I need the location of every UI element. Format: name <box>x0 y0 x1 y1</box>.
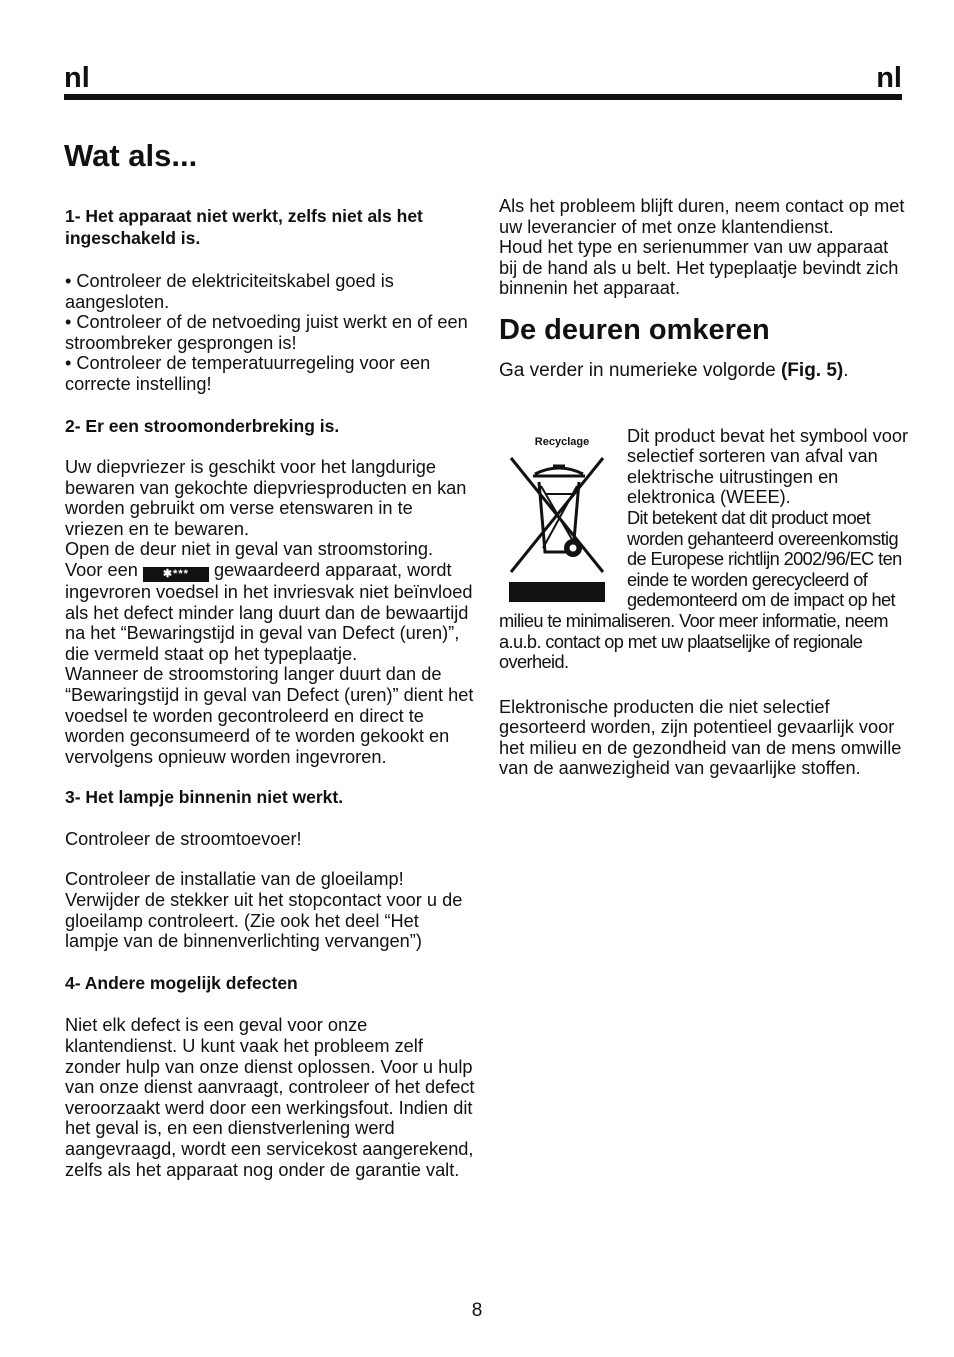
doors-instruction-period: . <box>843 359 849 381</box>
s1-bullet-3: • Controleer de temperatuurregeling voor een correcte instelling! <box>65 353 431 394</box>
header-rule <box>64 94 902 100</box>
weee-paragraph-1: Dit product bevat het symbool voor selectief sorteren van afval van elektrische uitrustingen en elektronica (WEEE). <box>627 425 909 508</box>
section-3-heading: 3- Het lampje binnenin niet werkt. <box>65 787 344 808</box>
s2-p3-start: Voor een <box>65 560 138 581</box>
right-column <box>499 196 909 779</box>
page-number: 8 <box>471 1300 483 1321</box>
doors-instruction-text: Ga verder in numerieke volgorde <box>499 359 781 381</box>
section-heading-doors: De deuren omkeren <box>499 313 770 346</box>
s3-paragraph-1: Controleer de stroomtoevoer! <box>65 828 302 849</box>
weee-symbol <box>499 426 617 607</box>
s4-paragraph-1: Niet elk defect is een geval voor onze klantendienst. U kunt vaak het probleem zelf zonder hulp van onze dienst oplossen. Voor u hulp van onze dienst aanvraagt, controleer of het defect veroorzaakt werd door een werkingsfout. Indien dit het geval is, en een dienstverlening werd aangevraagd, wordt een servicekost aangerekend, zelfs als het apparaat nog onder de garantie valt. <box>65 1015 475 1180</box>
s1-bullet-1: • Controleer de elektriciteitskabel goed is aangesloten. <box>65 271 394 312</box>
left-column <box>65 206 475 1180</box>
recycle-label: Recyclage <box>534 435 590 448</box>
s2-paragraph-4: Wanneer de stroomstoring langer duurt dan de “Bewaringstijd in geval van Defect (uren)” dient het voedsel te worden gecontroleerd en direct te worden geconsumeerd of te worden gekookt en vervolgens opnieuw worden ingevroren. <box>65 664 474 767</box>
s1-bullet-2: • Controleer of de netvoeding juist werkt en of een stroombreker gesprongen is! <box>65 312 468 353</box>
weee-paragraph-2: Dit betekent dat dit product moet worden gehanteerd overeenkomstig de Europese richtlijn 2002/96/EC ten einde te worden gerecycleerd of gedemonteerd om de impact op het milieu te minimaliseren. Voor meer informatie, neem a.u.b. contact op met uw plaatselijke of regionale overheid. <box>499 507 902 673</box>
section-2-heading: 2- Er een stroomonderbreking is. <box>65 415 340 436</box>
header-language-left: nl <box>64 62 90 94</box>
section-4-heading: 4- Andere mogelijk defecten <box>65 972 298 993</box>
doors-instruction <box>499 361 909 382</box>
star-rating-symbol: ✱*** <box>143 567 209 582</box>
right-paragraph-4: Elektronische producten die niet selectief gesorteerd worden, zijn potentieel gevaarlijk voor het milieu en de gezondheid van de mens omwille van de aanwezigheid van gevaarlijke stoffen. <box>499 696 902 779</box>
page-title: Wat als... <box>64 138 198 173</box>
figure-reference: (Fig. 5) <box>780 359 844 381</box>
s2-paragraph-1: Uw diepvriezer is geschikt voor het langdurige bewaren van gekochte diepvriesproducten en kan worden gebruikt om verse etenswaren in te vriezen en te bewaren. <box>65 457 467 539</box>
s2-p3-rest: gewaardeerd apparaat, wordt ingevroren voedsel in het invriesvak niet beïnvloed als het defect minder lang duurt dan de bewaartijd na het “Bewaringstijd in geval van Defect (uren)”, die vermeld staat op het typeplaatje. <box>65 560 473 664</box>
right-paragraph-1: Als het probleem blijft duren, neem contact op met uw leverancier of met onze klantendienst. <box>499 196 905 237</box>
right-paragraph-2: Houd het type en serienummer van uw apparaat bij de hand als u belt. Het typeplaatje bevindt zich binnenin het apparaat. <box>499 237 899 299</box>
crossed-bin-icon <box>499 452 617 602</box>
s3-paragraph-2: Controleer de installatie van de gloeilamp! Verwijder de stekker uit het stopcontact voor u de gloeilamp controleert. (Zie ook het deel “Het lampje van de binnenverlichting vervangen”) <box>65 869 463 952</box>
s2-paragraph-2: Open de deur niet in geval van stroomstoring. <box>65 539 434 560</box>
section-1-heading: 1- Het apparaat niet werkt, zelfs niet als het ingeschakeld is. <box>65 206 423 248</box>
header-language-right: nl <box>876 62 902 94</box>
s2-paragraph-3 <box>65 560 475 664</box>
